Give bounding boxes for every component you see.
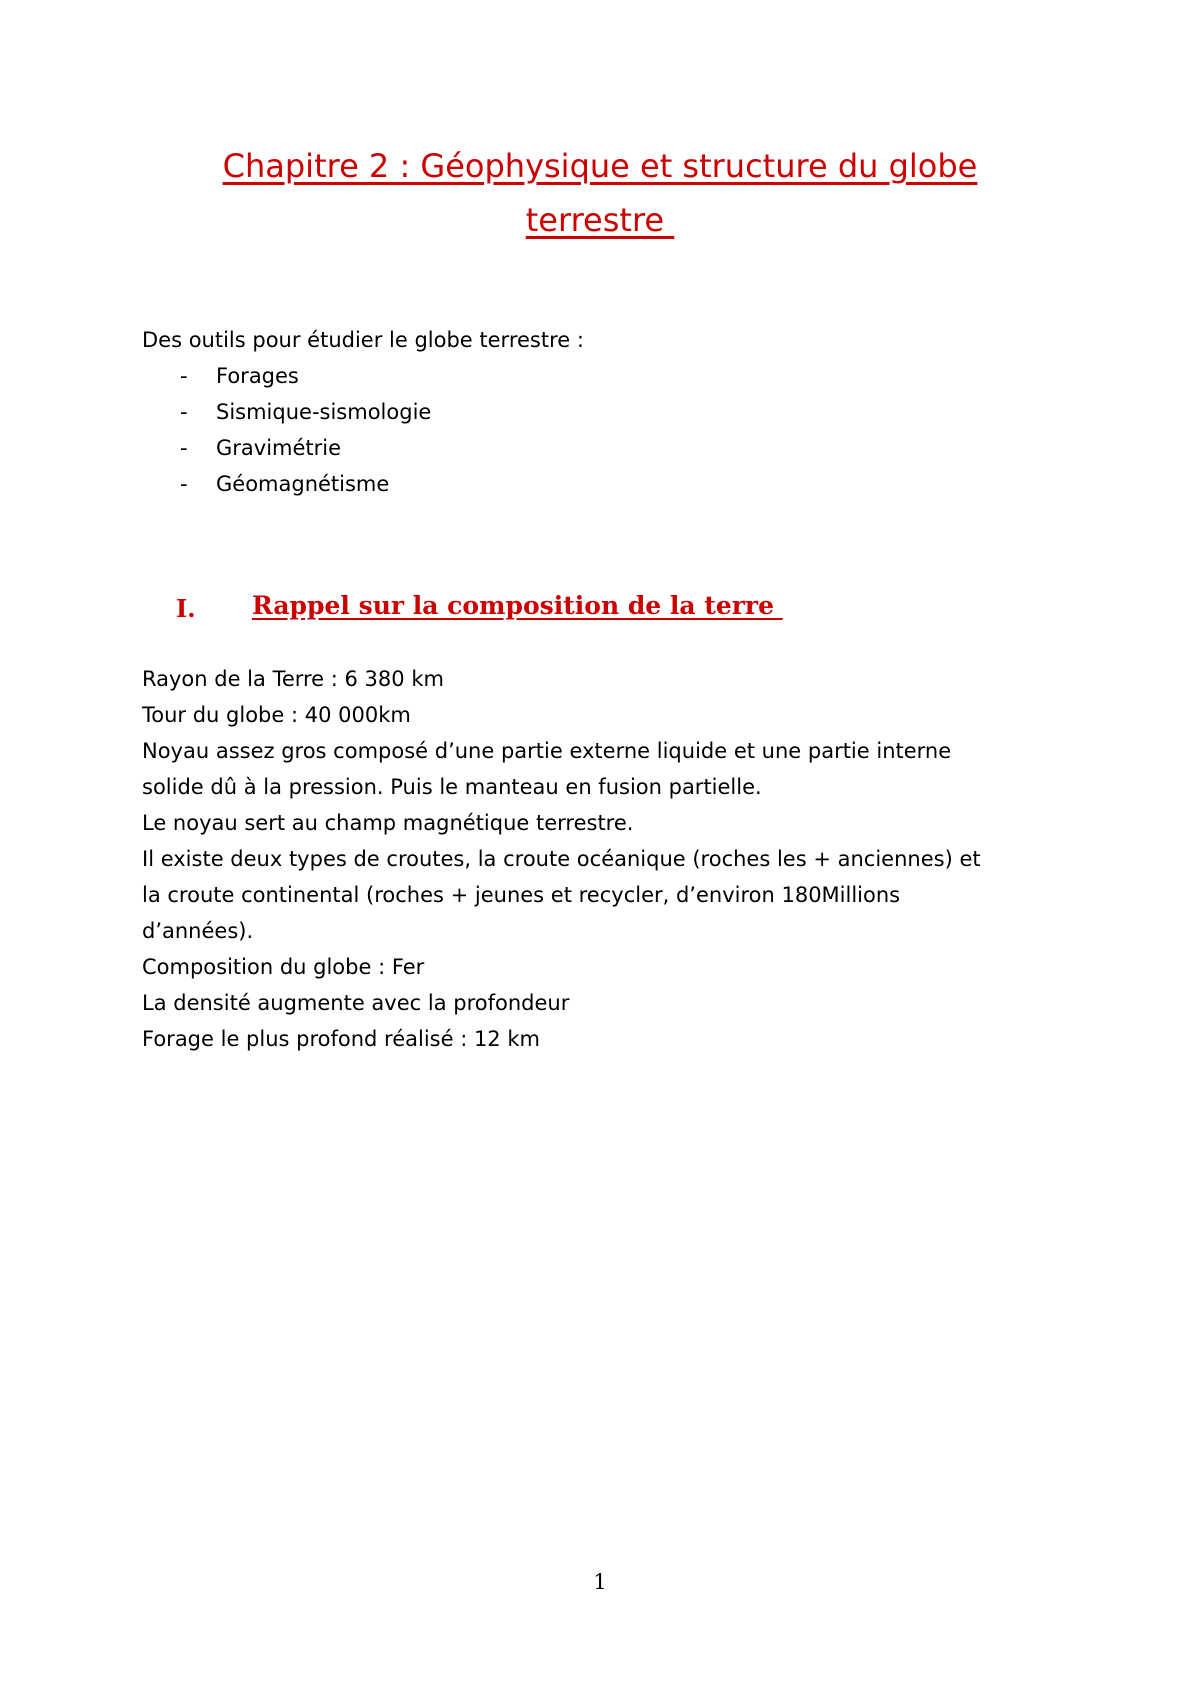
body-line: La densité augmente avec la profondeur <box>142 991 570 1015</box>
body-line: d’années). <box>142 919 254 943</box>
body-line: Rayon de la Terre : 6 380 km <box>142 667 444 691</box>
body-line: solide dû à la pression. Puis le manteau en fusion partielle. <box>142 775 762 799</box>
body-line: la croute continental (roches + jeunes et recycler, d’environ 180Millions <box>142 883 901 907</box>
section-heading: Rappel sur la composition de la terre <box>252 591 783 620</box>
chapter-title-line-1: Chapitre 2 : Géophysique et structure du globe <box>222 147 978 185</box>
list-item-dash: - <box>180 472 188 496</box>
body-line: Forage le plus profond réalisé : 12 km <box>142 1027 540 1051</box>
body-line: Composition du globe : Fer <box>142 955 425 979</box>
body-line: Il existe deux types de croutes, la croute océanique (roches les + anciennes) et <box>142 847 981 871</box>
tools-intro: Des outils pour étudier le globe terrestre : <box>142 328 584 352</box>
body-line: Le noyau sert au champ magnétique terrestre. <box>142 811 634 835</box>
list-item-dash: - <box>180 436 188 460</box>
section-number: I. <box>176 594 196 623</box>
chapter-title-line-2: terrestre <box>525 201 675 239</box>
list-item: Sismique-sismologie <box>216 400 432 424</box>
list-item: Gravimétrie <box>216 436 342 460</box>
list-item-dash: - <box>180 364 188 388</box>
body-line: Noyau assez gros composé d’une partie externe liquide et une partie interne <box>142 739 952 763</box>
list-item: Forages <box>216 364 299 388</box>
body-line: Tour du globe : 40 000km <box>142 703 411 727</box>
page-number: 1 <box>593 1570 607 1594</box>
list-item: Géomagnétisme <box>216 472 390 496</box>
list-item-dash: - <box>180 400 188 424</box>
